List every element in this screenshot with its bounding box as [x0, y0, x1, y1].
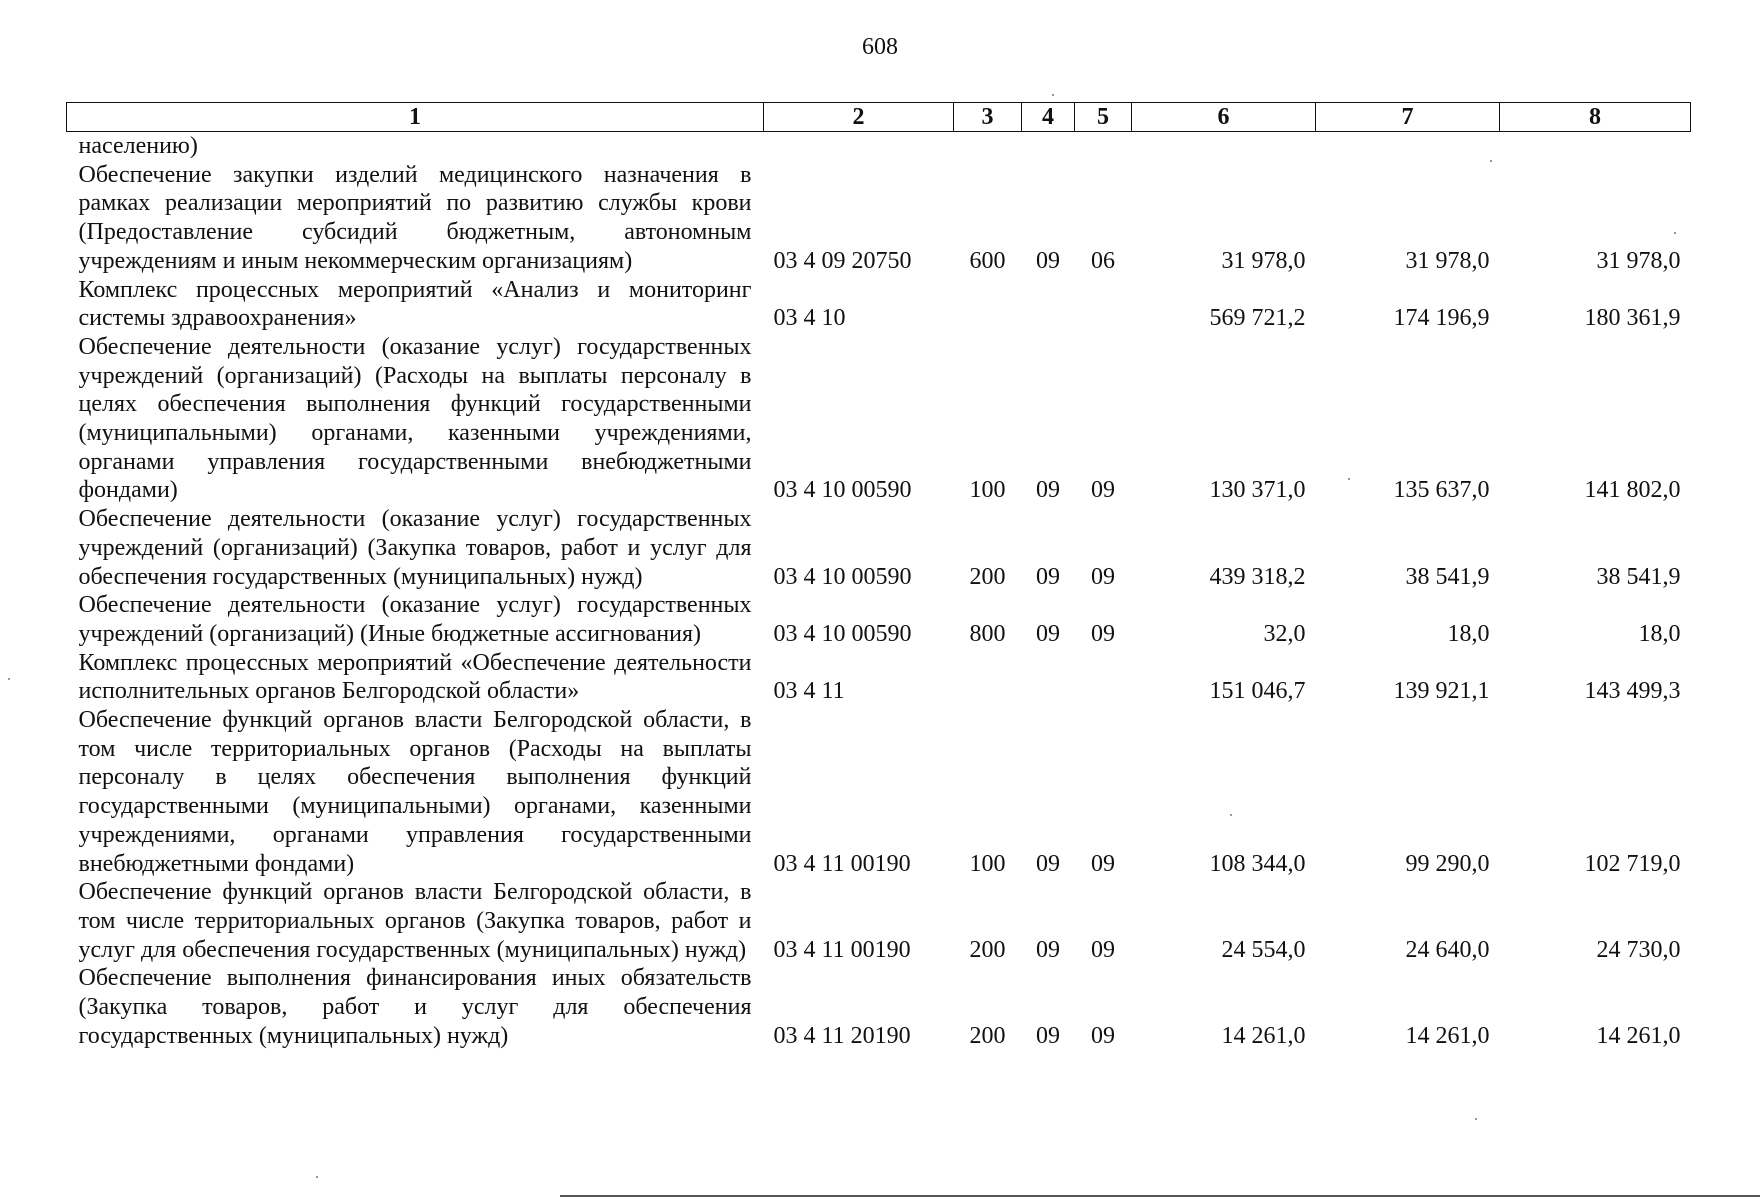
cell-col5 — [1075, 649, 1132, 706]
cell-col6: 32,0 — [1263, 620, 1306, 647]
cell-col7: 18,0 — [1447, 620, 1490, 647]
table-row — [67, 132, 1691, 161]
cell-col7: 135 637,0 — [1393, 477, 1490, 504]
cell-code: 03 4 11 00190 — [773, 850, 911, 877]
cell-col8: 18,0 — [1638, 620, 1681, 647]
cell-col6: 31 978,0 — [1221, 247, 1306, 274]
scan-speck — [1052, 94, 1054, 96]
cell-name: Обеспечение деятельности (оказание услуг) государственных учреждений (организаций) (Закупка товаров, работ и услуг для обеспечения государственных (муниципальных) нужд) — [78, 506, 752, 590]
cell-col7: 99 290,0 — [1405, 850, 1490, 877]
cell-col4 — [1022, 649, 1075, 706]
header-cell-2: 2 — [764, 103, 954, 132]
table-row — [67, 649, 1691, 706]
cell-col8: 143 499,3 — [1584, 678, 1681, 705]
cell-col4 — [1022, 276, 1075, 333]
cell-code: 03 4 11 20190 — [773, 1022, 911, 1049]
cell-col4: 09 — [1036, 1022, 1060, 1049]
header-row — [67, 103, 1691, 132]
table-row — [67, 964, 1691, 1050]
cell-col4: 09 — [1036, 477, 1060, 504]
cell-col5: 06 — [1091, 247, 1115, 274]
scan-speck — [1490, 160, 1492, 162]
scan-speck — [1674, 232, 1676, 234]
header-cell-6: 6 — [1132, 103, 1316, 132]
cell-col4: 09 — [1036, 563, 1060, 590]
cell-name: населению) — [78, 133, 198, 159]
cell-col4: 09 — [1036, 850, 1060, 877]
cell-col4 — [1022, 132, 1075, 161]
cell-col8: 31 978,0 — [1596, 247, 1681, 274]
scan-speck — [8, 678, 10, 680]
cell-code: 03 4 10 — [773, 305, 846, 332]
cell-code: 03 4 10 00590 — [773, 620, 912, 647]
scan-edge-line — [560, 1195, 1760, 1197]
scan-speck — [1230, 814, 1232, 816]
cell-col8: 38 541,9 — [1596, 563, 1681, 590]
table-row — [67, 161, 1691, 276]
cell-col7: 31 978,0 — [1405, 247, 1490, 274]
cell-name: Обеспечение деятельности (оказание услуг) государственных учреждений (организаций) (Расходы на выплаты персоналу в целях обеспечения выполнения функций государственными (муниципальными) органами, казенными учреждениями, органами управления государственными внебюджетными фондами) — [78, 333, 752, 504]
cell-col3: 600 — [969, 247, 1006, 274]
cell-col8: 24 730,0 — [1596, 936, 1681, 963]
scan-speck — [1348, 478, 1350, 480]
cell-code: 03 4 11 00190 — [773, 936, 911, 963]
cell-col6: 108 344,0 — [1209, 850, 1306, 877]
cell-col5 — [1075, 132, 1132, 161]
cell-code: 03 4 10 00590 — [773, 563, 912, 590]
cell-col6: 151 046,7 — [1209, 678, 1306, 705]
cell-col6: 569 721,2 — [1209, 305, 1306, 332]
header-cell-7: 7 — [1316, 103, 1500, 132]
cell-col3 — [954, 276, 1022, 333]
table-row — [67, 706, 1691, 878]
cell-col3: 100 — [969, 477, 1006, 504]
table-row — [67, 878, 1691, 964]
cell-col5: 09 — [1091, 563, 1115, 590]
scan-speck — [1475, 1118, 1477, 1120]
cell-col7: 14 261,0 — [1405, 1022, 1490, 1049]
cell-col5: 09 — [1091, 477, 1115, 504]
table-body — [67, 132, 1691, 1051]
table-row — [67, 591, 1691, 648]
scan-speck — [316, 1176, 318, 1178]
cell-col3 — [954, 649, 1022, 706]
cell-col5 — [1075, 276, 1132, 333]
cell-name: Обеспечение функций органов власти Белгородской области, в том числе территориальных органов (Расходы на выплаты персоналу в целях обеспечения выполнения функций государственными (муниципальными) органами, казенными учреждениями, органами управления государственными внебюджетными фондами) — [78, 707, 752, 877]
cell-name: Комплекс процессных мероприятий «Анализ и мониторинг системы здравоохранения» — [78, 276, 752, 332]
cell-col3: 200 — [969, 936, 1006, 963]
table-row — [67, 505, 1691, 591]
cell-col5: 09 — [1091, 1022, 1115, 1049]
header-cell-3: 3 — [954, 103, 1022, 132]
cell-name: Обеспечение деятельности (оказание услуг) государственных учреждений (организаций) (Иные бюджетные ассигнования) — [78, 592, 752, 647]
cell-col7 — [1316, 132, 1500, 161]
cell-col3: 100 — [969, 850, 1006, 877]
table-header — [67, 103, 1691, 132]
budget-table — [66, 102, 1691, 1051]
cell-col6: 24 554,0 — [1221, 936, 1306, 963]
header-cell-4: 4 — [1022, 103, 1075, 132]
cell-col3: 200 — [969, 563, 1006, 590]
cell-col7: 38 541,9 — [1405, 563, 1490, 590]
table-row — [67, 276, 1691, 333]
page-number: 608 — [862, 34, 898, 60]
cell-code: 03 4 09 20750 — [773, 247, 912, 274]
cell-name: Обеспечение выполнения финансирования иных обязательств (Закупка товаров, работ и услуг для обеспечения государственных (муниципальных) нужд) — [78, 965, 752, 1049]
cell-col5: 09 — [1091, 620, 1115, 647]
cell-col7: 174 196,9 — [1393, 305, 1490, 332]
cell-col4: 09 — [1036, 620, 1060, 647]
cell-col4: 09 — [1036, 936, 1060, 963]
cell-col7: 24 640,0 — [1405, 936, 1490, 963]
cell-name: Обеспечение функций органов власти Белгородской области, в том числе территориальных органов (Закупка товаров, работ и услуг для обеспечения государственных (муниципальных) нужд) — [78, 879, 752, 963]
cell-col7: 139 921,1 — [1393, 678, 1490, 705]
cell-col6 — [1132, 132, 1316, 161]
cell-col3: 200 — [969, 1022, 1006, 1049]
cell-col3: 800 — [969, 620, 1006, 647]
cell-col8: 180 361,9 — [1584, 305, 1681, 332]
cell-col8: 141 802,0 — [1584, 477, 1681, 504]
cell-col8 — [1500, 132, 1691, 161]
cell-name: Комплекс процессных мероприятий «Обеспечение деятельности исполнительных органов Белгородской области» — [78, 649, 752, 705]
cell-col4: 09 — [1036, 247, 1060, 274]
cell-col5: 09 — [1091, 850, 1115, 877]
cell-code: 03 4 10 00590 — [773, 477, 912, 504]
cell-code: 03 4 11 — [773, 678, 845, 705]
cell-col8: 102 719,0 — [1584, 850, 1681, 877]
header-cell-1: 1 — [67, 103, 764, 132]
cell-col8: 14 261,0 — [1596, 1022, 1681, 1049]
cell-col5: 09 — [1091, 936, 1115, 963]
header-cell-8: 8 — [1500, 103, 1691, 132]
cell-col3 — [954, 132, 1022, 161]
cell-col6: 130 371,0 — [1209, 477, 1306, 504]
cell-col6: 14 261,0 — [1221, 1022, 1306, 1049]
cell-code — [764, 132, 954, 161]
table-row — [67, 333, 1691, 505]
header-cell-5: 5 — [1075, 103, 1132, 132]
cell-name: Обеспечение закупки изделий медицинского назначения в рамках реализации мероприятий по развитию службы крови (Предоставление субсидий бюджетным, автономным учреждениям и иным некоммерческим организациям) — [78, 161, 752, 274]
cell-col6: 439 318,2 — [1209, 563, 1306, 590]
